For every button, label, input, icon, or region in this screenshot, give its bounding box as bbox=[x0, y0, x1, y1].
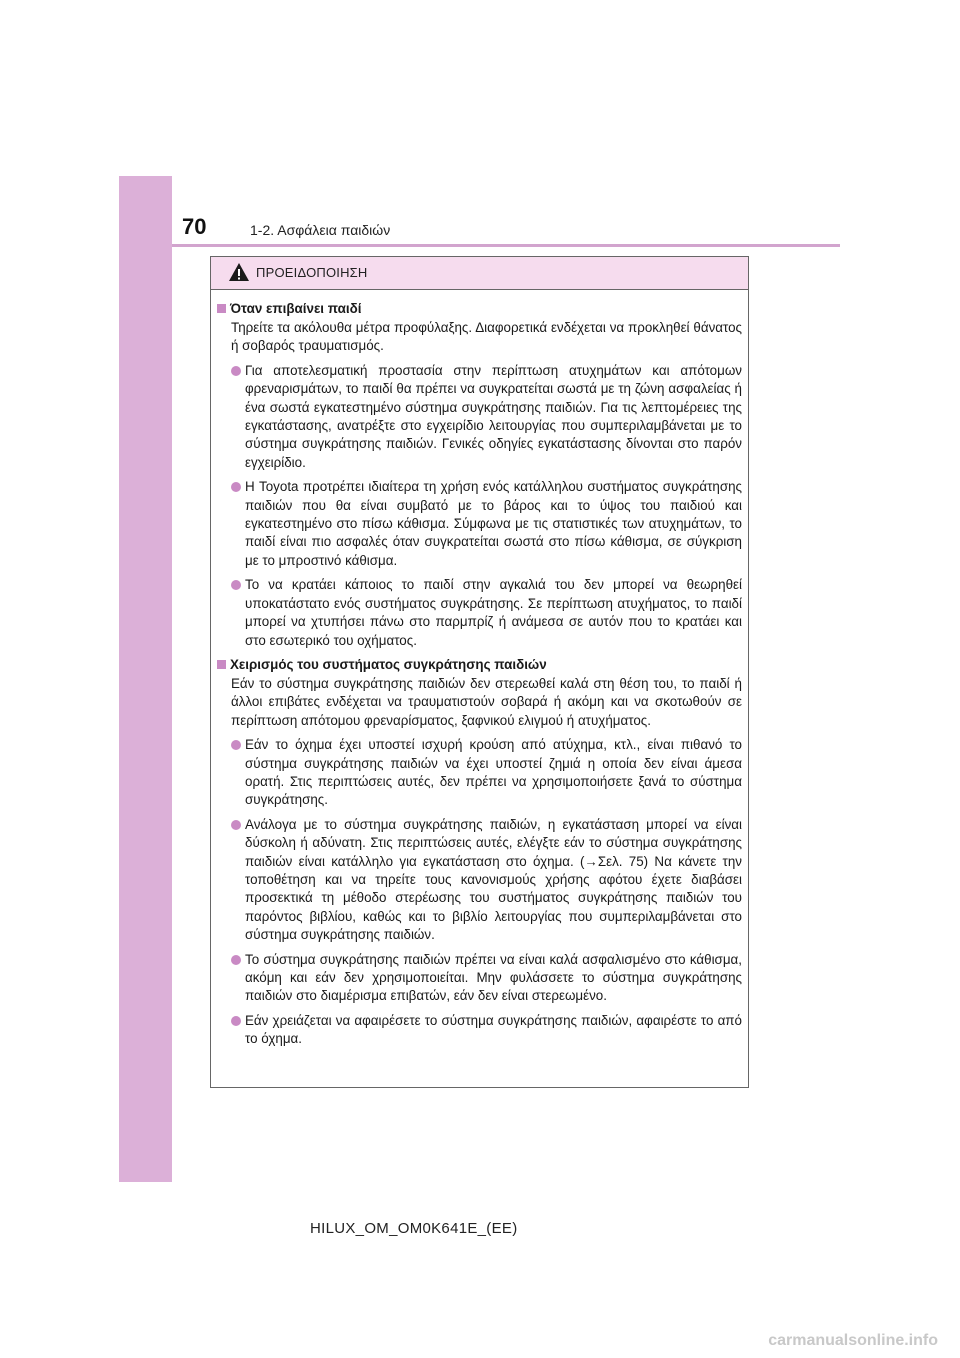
list-item-text: Η Toyota προτρέπει ιδιαίτερα τη χρήση ενός κατάλληλου συστήματος συγκράτησης παιδιών που θα είναι συμβατό με το βάρος και το ύψος του παιδιού και εγκατεστημένο στο πίσω κάθισμα. Σύμφωνα με τις στατιστικές των ατυχημάτων, το παιδί είναι πιο ασφαλές όταν συγκρατείται σωστά στο πίσω κάθισμα, σε σύγκριση με το μπροστινό κάθισμα. bbox=[245, 479, 742, 568]
list-item-text: Για αποτελεσματική προστασία στην περίπτωση ατυχημάτων και απότομων φρεναρισμάτων, το παιδί θα πρέπει να συγκρατείται σωστά με τη ζώνη ασφαλείας ή ένα σωστά εγκατεστημένο σύστημα συγκράτησης παιδιών. Για τις λεπτομέρειες της εγκατάστασης, ανατρέξτε στο εγχειρίδιο λειτουργίας που συμπεριλαμβάνεται με το σύστημα συγκράτησης παιδιών. Γενικές οδηγίες εγκατάστασης δίνονται στο παρόν εγχειρίδιο. bbox=[245, 362, 742, 470]
warning-header bbox=[211, 257, 748, 290]
list-item bbox=[217, 736, 742, 810]
square-bullet-icon bbox=[217, 660, 226, 669]
header-rule bbox=[172, 244, 840, 247]
list-item bbox=[217, 1012, 742, 1049]
circle-bullet-icon bbox=[231, 740, 241, 750]
page-number: 70 bbox=[182, 214, 207, 239]
list-item bbox=[217, 478, 742, 570]
subsection-heading-text: Χειρισμός του συστήματος συγκράτησης παιδιών bbox=[230, 656, 547, 672]
list-item-text: Εάν χρειάζεται να αφαιρέσετε το σύστημα συγκράτησης παιδιών, αφαιρέστε το από το όχημα. bbox=[245, 1012, 742, 1047]
list-item bbox=[217, 362, 742, 472]
square-bullet-icon bbox=[217, 304, 226, 313]
subsection-intro: Τηρείτε τα ακόλουθα μέτρα προφύλαξης. Διαφορετικά ενδέχεται να προκληθεί θάνατος ή σοβαρός τραυματισμός. bbox=[231, 320, 742, 354]
circle-bullet-icon bbox=[231, 1016, 241, 1026]
circle-bullet-icon bbox=[231, 580, 241, 590]
list-item-text: Εάν το όχημα έχει υποστεί ισχυρή κρούση από ατύχημα, κτλ., είναι πιθανό το σύστημα συγκράτησης παιδιών να έχει υποστεί ζημιά η οποία δεν είναι άμεσα ορατή. Στις περιπτώσεις αυτές, δεν πρέπει να χρησιμοποιήσετε ξανά το σύστημα συγκράτησης. bbox=[245, 737, 742, 808]
subsection-heading-text: Όταν επιβαίνει παιδί bbox=[230, 301, 362, 316]
subsection-heading bbox=[217, 300, 742, 318]
circle-bullet-icon bbox=[231, 366, 241, 376]
footer-document-code: HILUX_OM_OM0K641E_(EE) bbox=[310, 1220, 518, 1237]
side-tab-band bbox=[119, 176, 172, 1182]
circle-bullet-icon bbox=[231, 482, 241, 492]
list-item bbox=[217, 951, 742, 1006]
warning-body bbox=[211, 290, 748, 1049]
circle-bullet-icon bbox=[231, 820, 241, 830]
warning-box bbox=[210, 256, 749, 1088]
subsection-restraint-handling bbox=[217, 656, 742, 1049]
section-title: 1-2. Ασφάλεια παιδιών bbox=[250, 222, 391, 238]
watermark: carmanualsonline.info bbox=[768, 1332, 938, 1349]
list-item-text: Το σύστημα συγκράτησης παιδιών πρέπει να είναι καλά ασφαλισμένο στο κάθισμα, ακόμη και εάν δεν χρησιμοποιείται. Μην φυλάσσετε το σύστημα συγκράτησης παιδιών στο διαμέρισμα επιβατών, εάν δεν είναι στερεωμένο. bbox=[245, 951, 742, 1004]
warning-title: ΠΡΟΕΙΔΟΠΟΙΗΣΗ bbox=[256, 265, 368, 280]
list-item-text: Το να κρατάει κάποιος το παιδί στην αγκαλιά του δεν μπορεί να θεωρηθεί υποκατάστατο ενός συστήματος συγκράτησης. Σε περίπτωση ατυχήματος, το παιδί μπορεί να χτυπήσει πάνω στο παρμπρίζ ή ανάμεσα σε αυτόν που το κρατάει και στο εσωτερικό του οχήματος. bbox=[245, 577, 742, 648]
subsection-child-onboard bbox=[217, 300, 742, 650]
subsection-heading bbox=[217, 656, 742, 674]
list-item bbox=[217, 576, 742, 650]
subsection-intro: Εάν το σύστημα συγκράτησης παιδιών δεν στερεωθεί καλά στη θέση του, το παιδί ή άλλοι επιβάτες ενδέχεται να τραυματιστούν σοβαρά ή ακόμη και να σκοτωθούν σε περίπτωση απότομου φρεναρίσματος, ξαφνικού ελιγμού ή ατυχήματος. bbox=[231, 675, 742, 728]
circle-bullet-icon bbox=[231, 955, 241, 965]
list-item-text: Ανάλογα με το σύστημα συγκράτησης παιδιών, η εγκατάσταση μπορεί να είναι δύσκολη ή αδύνατη. Στις περιπτώσεις αυτές, ελέγξτε εάν το σύστημα συγκράτησης παιδιών είναι κατάλληλο για εγκατάσταση στο όχημα. (→Σελ. 75) Να κάνετε την τοποθέτηση και να τηρείτε τους κανονισμούς χρήσης αφότου έχετε διαβάσει προσεκτικά τη μέθοδο στερέωσης του συστήματος συγκράτησης παιδιών του παρόντος βιβλίου, καθώς και το βιβλίο λειτουργίας που συμπεριλαμβάνεται στο σύστημα συγκράτησης παιδιών. bbox=[245, 816, 742, 943]
list-item bbox=[217, 816, 742, 945]
warning-triangle-icon bbox=[228, 262, 250, 282]
